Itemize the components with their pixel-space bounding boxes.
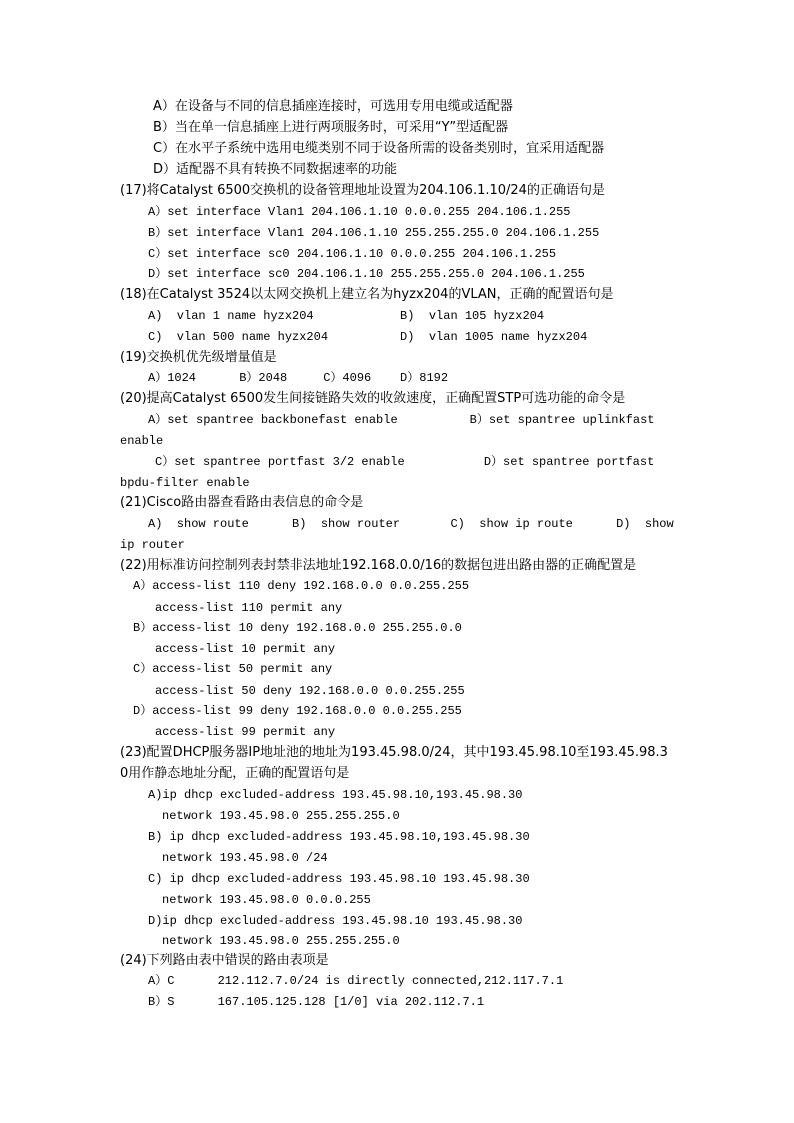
text-line: access-list 50 deny 192.168.0.0 0.0.255.255 [155, 684, 465, 698]
text-line: D）适配器不具有转换不同数据速率的功能 [153, 162, 398, 177]
text-line: access-list 99 permit any [155, 725, 336, 739]
text-line: (17)将Catalyst 6500交换机的设备管理地址设置为204.106.1.10/24的正确语句是 [120, 183, 605, 198]
text-line: access-list 110 permit any [155, 601, 343, 615]
text-line: C) vlan 500 name hyzx204 D) vlan 1005 name hyzx204 [148, 330, 588, 344]
text-line: B）当在单一信息插座上进行两项服务时，可采用“Y”型适配器 [153, 120, 509, 135]
text-line: 0用作静态地址分配，正确的配置语句是 [120, 766, 350, 781]
text-line: A）set interface Vlan1 204.106.1.10 0.0.0.255 204.106.1.255 [148, 205, 571, 219]
text-line: network 193.45.98.0 /24 [162, 851, 328, 865]
text-line: B）set interface Vlan1 204.106.1.10 255.255.255.0 204.106.1.255 [148, 226, 600, 240]
text-line: D）access-list 99 deny 192.168.0.0 0.0.255.255 [133, 704, 462, 718]
text-line: C）set interface sc0 204.106.1.10 0.0.0.255 204.106.1.255 [148, 247, 557, 261]
text-line: (24)下列路由表中错误的路由表项是 [120, 953, 329, 968]
text-line: C）set spantree portfast 3/2 enable D）set spantree portfast [155, 455, 655, 469]
text-line: C）在水平子系统中选用电缆类别不同于设备所需的设备类别时，宜采用适配器 [153, 141, 605, 156]
text-line: A) show route B) show router C) show ip route D) show [148, 517, 674, 531]
text-line: enable [120, 434, 164, 448]
text-line: (23)配置DHCP服务器IP地址池的地址为193.45.98.0/24，其中193.45.98.10至193.45.98.3 [120, 745, 668, 760]
text-line: A）在设备与不同的信息插座连接时，可选用专用电缆或适配器 [153, 99, 513, 114]
text-line: C）access-list 50 permit any [133, 662, 333, 676]
text-line: B) ip dhcp excluded-address 193.45.98.10,193.45.98.30 [148, 830, 530, 844]
text-line: A）set spantree backbonefast enable B）set spantree uplinkfast [148, 413, 655, 427]
text-line: (21)Cisco路由器查看路由表信息的命令是 [120, 495, 364, 510]
text-line: bpdu-filter enable [120, 476, 250, 490]
text-line: C) ip dhcp excluded-address 193.45.98.10 193.45.98.30 [148, 872, 530, 886]
text-line: B）access-list 10 deny 192.168.0.0 255.255.0.0 [133, 621, 462, 635]
text-line: D)ip dhcp excluded-address 193.45.98.10 193.45.98.30 [148, 914, 523, 928]
text-line: network 193.45.98.0 255.255.255.0 [162, 934, 400, 948]
text-line: D）set interface sc0 204.106.1.10 255.255.255.0 204.106.1.255 [148, 267, 585, 281]
text-line: access-list 10 permit any [155, 642, 336, 656]
text-line: A)ip dhcp excluded-address 193.45.98.10,193.45.98.30 [148, 788, 523, 802]
text-line: network 193.45.98.0 255.255.255.0 [162, 809, 400, 823]
text-line: (18)在Catalyst 3524以太网交换机上建立名为hyzx204的VLAN，正确的配置语句是 [120, 287, 614, 302]
text-line: network 193.45.98.0 0.0.0.255 [162, 893, 371, 907]
text-line: A) vlan 1 name hyzx204 B) vlan 105 hyzx204 [148, 309, 545, 323]
text-line: (22)用标准访问控制列表封禁非法地址192.168.0.0/16的数据包进出路由器的正确配置是 [120, 558, 637, 573]
text-line: B）S 167.105.125.128 [1/0] via 202.112.7.1 [148, 995, 485, 1009]
text-line: ip router [120, 538, 185, 552]
text-line: (20)提高Catalyst 6500发生间接链路失效的收敛速度，正确配置STP可选功能的命令是 [120, 391, 626, 406]
text-line: A）1024 B）2048 C）4096 D）8192 [148, 371, 449, 385]
text-line: A）C 212.112.7.0/24 is directly connected,212.117.7.1 [148, 974, 564, 988]
text-line: A）access-list 110 deny 192.168.0.0 0.0.255.255 [133, 579, 470, 593]
text-line: (19)交换机优先级增量值是 [120, 350, 277, 365]
